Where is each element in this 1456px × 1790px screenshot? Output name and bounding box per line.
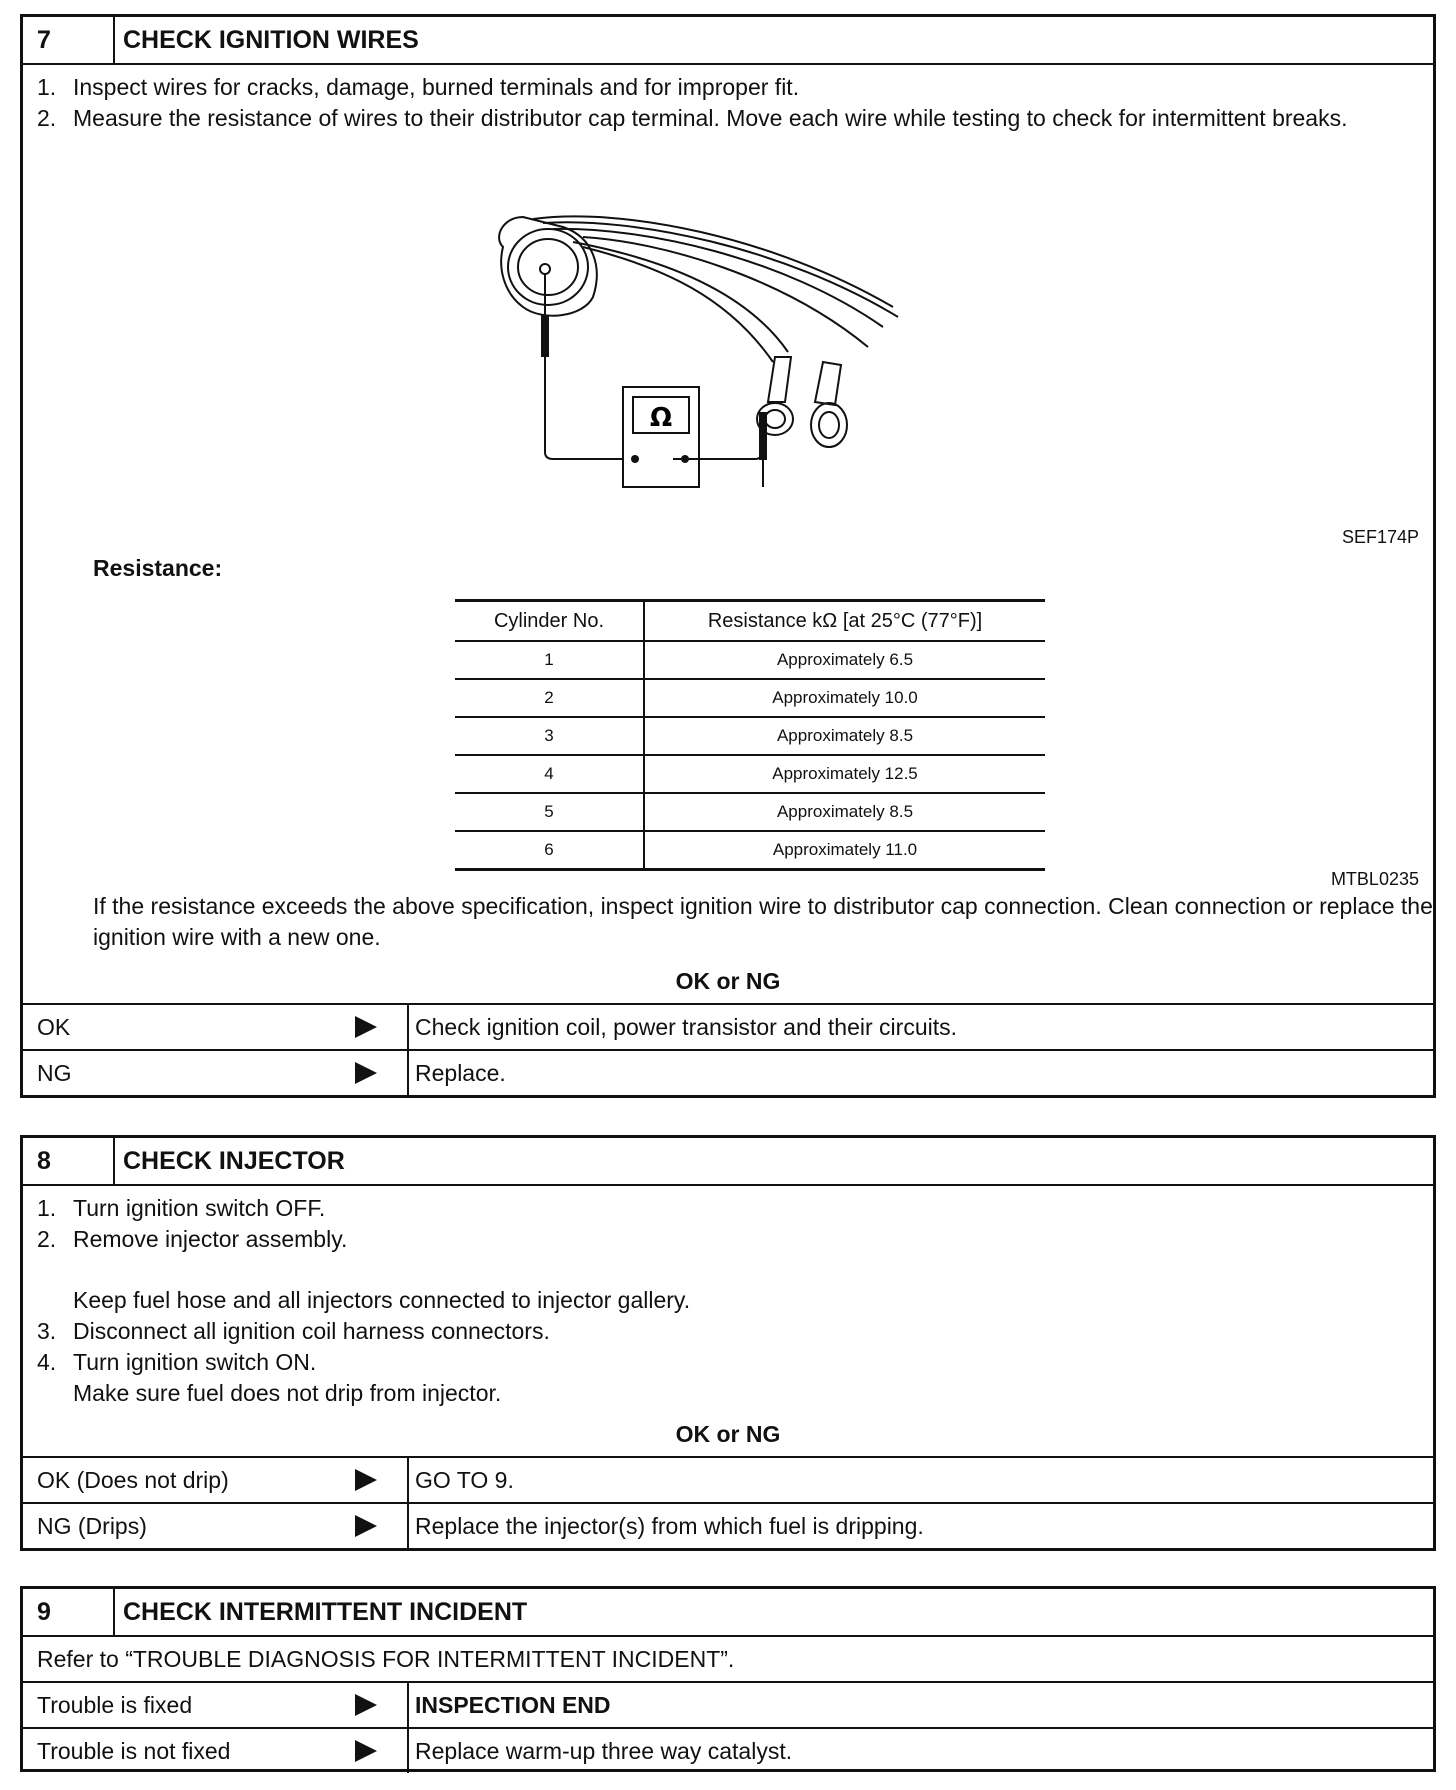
result-action: Replace.	[415, 1059, 506, 1086]
table-row	[455, 717, 1045, 755]
arrow-right-icon	[355, 1016, 377, 1038]
result-condition	[23, 1683, 409, 1727]
condition-label: Trouble is not fixed	[37, 1737, 231, 1764]
table-row	[455, 831, 1045, 870]
result-action: Replace the injector(s) from which fuel is dripping.	[415, 1512, 924, 1539]
step-list	[23, 1193, 1433, 1255]
ok-ng-title: OK or NG	[23, 959, 1433, 1005]
section-number: 7	[23, 17, 115, 63]
step-text: Remove injector assembly.	[73, 1226, 348, 1252]
step-number: 2.	[37, 105, 57, 131]
condition-label: OK (Does not drip)	[37, 1466, 229, 1493]
step-number: 3.	[37, 1318, 57, 1344]
step-list	[23, 1316, 1433, 1378]
result-condition	[23, 1005, 409, 1049]
ohm-symbol: Ω	[649, 403, 673, 433]
result-condition	[23, 1051, 409, 1095]
step-number: 1.	[37, 74, 57, 100]
resistance-label: Resistance:	[93, 555, 223, 581]
step-text: Inspect wires for cracks, damage, burned terminals and for improper fit.	[73, 74, 800, 100]
section-8-header	[23, 1138, 1433, 1186]
table-cell: Approximately 11.0	[644, 831, 1045, 870]
step-number: 1.	[37, 1195, 57, 1221]
section-number: 9	[23, 1589, 115, 1635]
condition-label: Trouble is fixed	[37, 1691, 193, 1718]
table-row	[455, 793, 1045, 831]
result-condition	[23, 1504, 409, 1548]
table-cell: Approximately 10.0	[644, 679, 1045, 717]
table-row	[455, 755, 1045, 793]
step-item	[23, 1193, 1433, 1224]
figure-code: SEF174P	[1341, 527, 1419, 547]
table-header-row	[455, 601, 1045, 642]
table-cell: 4	[455, 755, 644, 793]
table-cell: Approximately 6.5	[644, 641, 1045, 679]
result-row-not-fixed	[23, 1729, 1433, 1773]
section-7-results	[23, 959, 1433, 1095]
step-number: 4.	[37, 1349, 57, 1375]
arrow-right-icon	[355, 1469, 377, 1491]
step-item	[23, 103, 1433, 134]
step-item	[23, 1347, 1433, 1378]
result-action: INSPECTION END	[415, 1691, 611, 1718]
table-cell: 3	[455, 717, 644, 755]
table-cell: Approximately 12.5	[644, 755, 1045, 793]
result-row-fixed	[23, 1683, 1433, 1729]
resistance-note: If the resistance exceeds the above specification, inspect ignition wire to distributor cap connection. Clean connection or replace the ignition wire with a new one.	[93, 893, 1433, 950]
result-action: Replace warm-up three way catalyst.	[415, 1737, 793, 1764]
section-8-results	[23, 1412, 1433, 1548]
column-header: Resistance kΩ [at 25°C (77°F)]	[644, 601, 1045, 642]
arrow-right-icon	[355, 1062, 377, 1084]
section-7	[20, 14, 1436, 1098]
arrow-right-icon	[355, 1740, 377, 1762]
section-9	[20, 1586, 1436, 1772]
resistance-table	[455, 599, 1045, 871]
table-row	[455, 641, 1045, 679]
table-code: MTBL0235	[1330, 869, 1419, 889]
instruction-text: Refer to “TROUBLE DIAGNOSIS FOR INTERMITTENT INCIDENT”.	[37, 1645, 735, 1672]
step-list	[23, 72, 1433, 134]
result-action: Check ignition coil, power transistor and their circuits.	[415, 1013, 958, 1040]
section-7-header	[23, 17, 1433, 65]
result-action: GO TO 9.	[415, 1466, 514, 1493]
step-text: Disconnect all ignition coil harness connectors.	[73, 1318, 550, 1344]
result-condition	[23, 1729, 409, 1773]
step-note: Keep fuel hose and all injectors connected to injector gallery.	[73, 1287, 691, 1313]
table-cell: Approximately 8.5	[644, 793, 1045, 831]
section-title: CHECK INJECTOR	[123, 1146, 345, 1175]
section-8	[20, 1135, 1436, 1551]
table-cell: 2	[455, 679, 644, 717]
table-row	[455, 679, 1045, 717]
ok-ng-title: OK or NG	[23, 1412, 1433, 1458]
arrow-right-icon	[355, 1694, 377, 1716]
result-row-ok	[23, 1005, 1433, 1051]
result-row-ok	[23, 1458, 1433, 1504]
result-row-ng	[23, 1504, 1433, 1548]
condition-label: NG	[37, 1059, 72, 1086]
table-cell: Approximately 8.5	[644, 717, 1045, 755]
section-number: 8	[23, 1138, 115, 1184]
step-number: 2.	[37, 1226, 57, 1252]
arrow-right-icon	[355, 1515, 377, 1537]
result-condition	[23, 1458, 409, 1502]
step-item	[23, 72, 1433, 103]
column-header: Cylinder No.	[455, 601, 644, 642]
instruction-row	[23, 1637, 1433, 1683]
section-title: CHECK INTERMITTENT INCIDENT	[123, 1597, 528, 1626]
result-row-ng	[23, 1051, 1433, 1095]
ignition-wire-diagram	[473, 197, 993, 517]
table-cell: 6	[455, 831, 644, 870]
step-item	[23, 1224, 1433, 1255]
table-cell: 1	[455, 641, 644, 679]
step-note: Make sure fuel does not drip from injector.	[73, 1380, 502, 1406]
condition-label: OK	[37, 1013, 71, 1040]
table-cell: 5	[455, 793, 644, 831]
section-9-header	[23, 1589, 1433, 1637]
condition-label: NG (Drips)	[37, 1512, 147, 1539]
section-title: CHECK IGNITION WIRES	[123, 25, 419, 54]
step-item	[23, 1316, 1433, 1347]
step-text: Turn ignition switch ON.	[73, 1349, 317, 1375]
step-text: Turn ignition switch OFF.	[73, 1195, 326, 1221]
step-text: Measure the resistance of wires to their distributor cap terminal. Move each wire while testing to check for intermittent breaks.	[73, 105, 1348, 131]
